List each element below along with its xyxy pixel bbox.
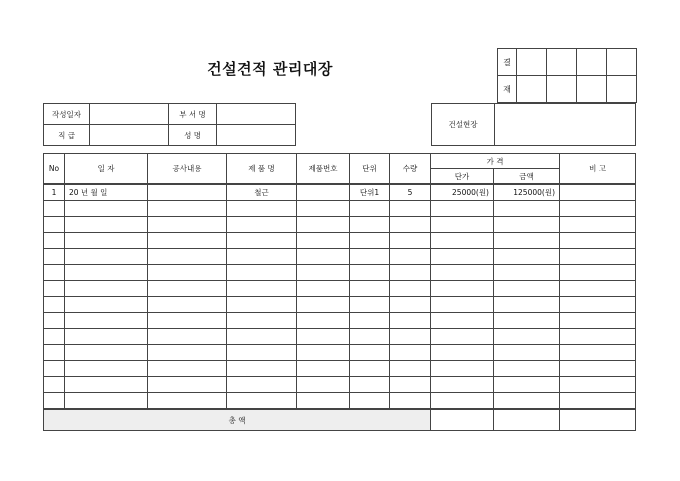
cell-unit[interactable] bbox=[350, 281, 390, 297]
total-label: 총 액 bbox=[44, 409, 431, 431]
cell-amount[interactable] bbox=[494, 233, 560, 249]
cell-qty[interactable] bbox=[390, 297, 431, 313]
table-row bbox=[44, 313, 636, 329]
cell-note[interactable] bbox=[560, 217, 636, 233]
header-date: 일 자 bbox=[65, 154, 148, 185]
cell-product[interactable] bbox=[227, 313, 297, 329]
cell-unit-price[interactable] bbox=[431, 217, 494, 233]
cell-amount[interactable] bbox=[494, 201, 560, 217]
cell-unit-price[interactable] bbox=[431, 345, 494, 361]
cell-no[interactable] bbox=[44, 297, 65, 313]
dept-field[interactable] bbox=[217, 104, 296, 125]
cell-amount[interactable]: 125000(원) bbox=[494, 184, 560, 201]
cell-unit-price[interactable] bbox=[431, 313, 494, 329]
cell-product[interactable]: 철근 bbox=[227, 184, 297, 201]
table-row bbox=[44, 393, 636, 410]
cell-unit[interactable] bbox=[350, 201, 390, 217]
cell-qty[interactable]: 5 bbox=[390, 184, 431, 201]
cell-no[interactable] bbox=[44, 377, 65, 393]
cell-note[interactable] bbox=[560, 281, 636, 297]
approval-cell[interactable] bbox=[517, 76, 547, 103]
cell-qty[interactable] bbox=[390, 217, 431, 233]
cell-date[interactable] bbox=[65, 265, 148, 281]
approval-cell[interactable] bbox=[607, 49, 637, 76]
total-amount[interactable] bbox=[494, 409, 560, 431]
cell-note[interactable] bbox=[560, 297, 636, 313]
cell-no[interactable] bbox=[44, 361, 65, 377]
cell-no[interactable] bbox=[44, 217, 65, 233]
page-title: 건설견적 관리대장 bbox=[207, 60, 333, 78]
cell-note[interactable] bbox=[560, 313, 636, 329]
approval-box bbox=[497, 48, 637, 103]
cell-qty[interactable] bbox=[390, 233, 431, 249]
cell-product-no[interactable] bbox=[297, 297, 350, 313]
ledger-table bbox=[43, 153, 636, 431]
table-row bbox=[44, 377, 636, 393]
cell-product[interactable] bbox=[227, 201, 297, 217]
cell-unit-price[interactable] bbox=[431, 233, 494, 249]
cell-product-no[interactable] bbox=[297, 249, 350, 265]
cell-date[interactable] bbox=[65, 361, 148, 377]
cell-amount[interactable] bbox=[494, 329, 560, 345]
cell-unit[interactable] bbox=[350, 217, 390, 233]
cell-date[interactable] bbox=[65, 249, 148, 265]
table-row bbox=[44, 265, 636, 281]
name-field[interactable] bbox=[217, 125, 296, 146]
cell-note[interactable] bbox=[560, 233, 636, 249]
cell-unit[interactable] bbox=[350, 313, 390, 329]
cell-unit-price[interactable] bbox=[431, 249, 494, 265]
cell-product[interactable] bbox=[227, 217, 297, 233]
cell-product-no[interactable] bbox=[297, 345, 350, 361]
date-label: 작성일자 bbox=[44, 104, 90, 125]
cell-qty[interactable] bbox=[390, 281, 431, 297]
cell-product-no[interactable] bbox=[297, 201, 350, 217]
header-no: No bbox=[44, 154, 65, 185]
cell-product[interactable] bbox=[227, 297, 297, 313]
cell-note[interactable] bbox=[560, 184, 636, 201]
cell-amount[interactable] bbox=[494, 345, 560, 361]
cell-work[interactable] bbox=[148, 217, 227, 233]
header-product-no: 제품번호 bbox=[297, 154, 350, 185]
table-row bbox=[44, 329, 636, 345]
cell-unit[interactable]: 단위1 bbox=[350, 184, 390, 201]
name-label: 성 명 bbox=[169, 125, 217, 146]
cell-product-no[interactable] bbox=[297, 265, 350, 281]
cell-amount[interactable] bbox=[494, 297, 560, 313]
cell-unit[interactable] bbox=[350, 329, 390, 345]
cell-product-no[interactable] bbox=[297, 313, 350, 329]
cell-work[interactable] bbox=[148, 313, 227, 329]
total-note[interactable] bbox=[560, 409, 636, 431]
header-qty: 수량 bbox=[390, 154, 431, 185]
cell-date[interactable] bbox=[65, 313, 148, 329]
cell-no[interactable] bbox=[44, 201, 65, 217]
header-work: 공사내용 bbox=[148, 154, 227, 185]
table-row bbox=[44, 361, 636, 377]
cell-date[interactable] bbox=[65, 345, 148, 361]
table-row bbox=[44, 297, 636, 313]
cell-product[interactable] bbox=[227, 265, 297, 281]
cell-product[interactable] bbox=[227, 281, 297, 297]
cell-unit-price[interactable] bbox=[431, 377, 494, 393]
cell-unit-price[interactable] bbox=[431, 329, 494, 345]
cell-unit-price[interactable]: 25000(원) bbox=[431, 184, 494, 201]
info-table bbox=[43, 103, 296, 146]
header-note: 비 고 bbox=[560, 154, 636, 185]
header-amount: 금액 bbox=[494, 169, 560, 185]
cell-work[interactable] bbox=[148, 265, 227, 281]
cell-unit[interactable] bbox=[350, 361, 390, 377]
cell-product-no[interactable] bbox=[297, 281, 350, 297]
cell-product-no[interactable] bbox=[297, 217, 350, 233]
cell-note[interactable] bbox=[560, 361, 636, 377]
cell-note[interactable] bbox=[560, 249, 636, 265]
cell-no[interactable]: 1 bbox=[44, 184, 65, 201]
table-row bbox=[44, 249, 636, 265]
cell-unit-price[interactable] bbox=[431, 281, 494, 297]
cell-amount[interactable] bbox=[494, 393, 560, 410]
cell-amount[interactable] bbox=[494, 281, 560, 297]
cell-note[interactable] bbox=[560, 265, 636, 281]
dept-label: 부 서 명 bbox=[169, 104, 217, 125]
cell-qty[interactable] bbox=[390, 377, 431, 393]
header-unit-price: 단가 bbox=[431, 169, 494, 185]
cell-no[interactable] bbox=[44, 345, 65, 361]
approval-cell[interactable] bbox=[607, 76, 637, 103]
cell-date[interactable] bbox=[65, 233, 148, 249]
cell-qty[interactable] bbox=[390, 393, 431, 410]
cell-unit[interactable] bbox=[350, 393, 390, 410]
rank-field[interactable] bbox=[90, 125, 169, 146]
cell-unit-price[interactable] bbox=[431, 393, 494, 410]
cell-unit[interactable] bbox=[350, 265, 390, 281]
header-unit: 단위 bbox=[350, 154, 390, 185]
cell-product[interactable] bbox=[227, 233, 297, 249]
cell-qty[interactable] bbox=[390, 345, 431, 361]
cell-note[interactable] bbox=[560, 329, 636, 345]
table-row bbox=[44, 281, 636, 297]
approval-cell[interactable] bbox=[547, 76, 577, 103]
cell-product[interactable] bbox=[227, 249, 297, 265]
cell-unit[interactable] bbox=[350, 249, 390, 265]
cell-work[interactable] bbox=[148, 184, 227, 201]
cell-no[interactable] bbox=[44, 313, 65, 329]
cell-unit-price[interactable] bbox=[431, 265, 494, 281]
cell-product[interactable] bbox=[227, 345, 297, 361]
cell-work[interactable] bbox=[148, 329, 227, 345]
cell-date[interactable] bbox=[65, 393, 148, 410]
cell-unit-price[interactable] bbox=[431, 361, 494, 377]
table-row bbox=[44, 345, 636, 361]
total-row bbox=[44, 409, 636, 431]
cell-amount[interactable] bbox=[494, 313, 560, 329]
site-field[interactable] bbox=[495, 104, 636, 146]
cell-date[interactable]: 20 년 월 일 bbox=[65, 184, 148, 201]
cell-work[interactable] bbox=[148, 233, 227, 249]
cell-work[interactable] bbox=[148, 201, 227, 217]
cell-unit[interactable] bbox=[350, 233, 390, 249]
cell-amount[interactable] bbox=[494, 377, 560, 393]
cell-work[interactable] bbox=[148, 393, 227, 410]
cell-date[interactable] bbox=[65, 377, 148, 393]
cell-amount[interactable] bbox=[494, 217, 560, 233]
cell-product-no[interactable] bbox=[297, 393, 350, 410]
cell-work[interactable] bbox=[148, 345, 227, 361]
cell-product[interactable] bbox=[227, 329, 297, 345]
cell-unit[interactable] bbox=[350, 297, 390, 313]
cell-date[interactable] bbox=[65, 201, 148, 217]
cell-product[interactable] bbox=[227, 393, 297, 410]
cell-qty[interactable] bbox=[390, 313, 431, 329]
cell-qty[interactable] bbox=[390, 249, 431, 265]
cell-product[interactable] bbox=[227, 361, 297, 377]
table-row bbox=[44, 233, 636, 249]
cell-date[interactable] bbox=[65, 217, 148, 233]
cell-product[interactable] bbox=[227, 377, 297, 393]
rank-label: 직 급 bbox=[44, 125, 90, 146]
table-row bbox=[44, 201, 636, 217]
approval-label-bottom: 재 bbox=[498, 76, 517, 103]
cell-no[interactable] bbox=[44, 393, 65, 410]
cell-note[interactable] bbox=[560, 393, 636, 410]
cell-qty[interactable] bbox=[390, 361, 431, 377]
cell-no[interactable] bbox=[44, 265, 65, 281]
table-row bbox=[44, 184, 636, 201]
approval-cell[interactable] bbox=[577, 49, 607, 76]
total-unit-price[interactable] bbox=[431, 409, 494, 431]
cell-product-no[interactable] bbox=[297, 377, 350, 393]
cell-work[interactable] bbox=[148, 297, 227, 313]
approval-cell[interactable] bbox=[577, 76, 607, 103]
cell-no[interactable] bbox=[44, 249, 65, 265]
cell-no[interactable] bbox=[44, 233, 65, 249]
cell-note[interactable] bbox=[560, 345, 636, 361]
cell-qty[interactable] bbox=[390, 201, 431, 217]
cell-work[interactable] bbox=[148, 249, 227, 265]
approval-cell[interactable] bbox=[547, 49, 577, 76]
site-table bbox=[431, 103, 636, 146]
cell-no[interactable] bbox=[44, 329, 65, 345]
header-price: 가 격 bbox=[431, 154, 560, 169]
cell-date[interactable] bbox=[65, 329, 148, 345]
cell-product-no[interactable] bbox=[297, 329, 350, 345]
date-field[interactable] bbox=[90, 104, 169, 125]
header-product: 제 품 명 bbox=[227, 154, 297, 185]
approval-label-top: 결 bbox=[498, 49, 517, 76]
cell-unit-price[interactable] bbox=[431, 201, 494, 217]
cell-note[interactable] bbox=[560, 201, 636, 217]
cell-work[interactable] bbox=[148, 377, 227, 393]
cell-work[interactable] bbox=[148, 361, 227, 377]
cell-product-no[interactable] bbox=[297, 233, 350, 249]
cell-note[interactable] bbox=[560, 377, 636, 393]
site-label: 건설현장 bbox=[432, 104, 495, 146]
cell-unit[interactable] bbox=[350, 377, 390, 393]
cell-date[interactable] bbox=[65, 297, 148, 313]
cell-date[interactable] bbox=[65, 281, 148, 297]
cell-unit-price[interactable] bbox=[431, 297, 494, 313]
cell-work[interactable] bbox=[148, 281, 227, 297]
approval-cell[interactable] bbox=[517, 49, 547, 76]
cell-qty[interactable] bbox=[390, 329, 431, 345]
cell-no[interactable] bbox=[44, 281, 65, 297]
cell-amount[interactable] bbox=[494, 361, 560, 377]
cell-qty[interactable] bbox=[390, 265, 431, 281]
cell-unit[interactable] bbox=[350, 345, 390, 361]
cell-amount[interactable] bbox=[494, 265, 560, 281]
cell-product-no[interactable] bbox=[297, 361, 350, 377]
table-row bbox=[44, 217, 636, 233]
cell-amount[interactable] bbox=[494, 249, 560, 265]
cell-product-no[interactable] bbox=[297, 184, 350, 201]
